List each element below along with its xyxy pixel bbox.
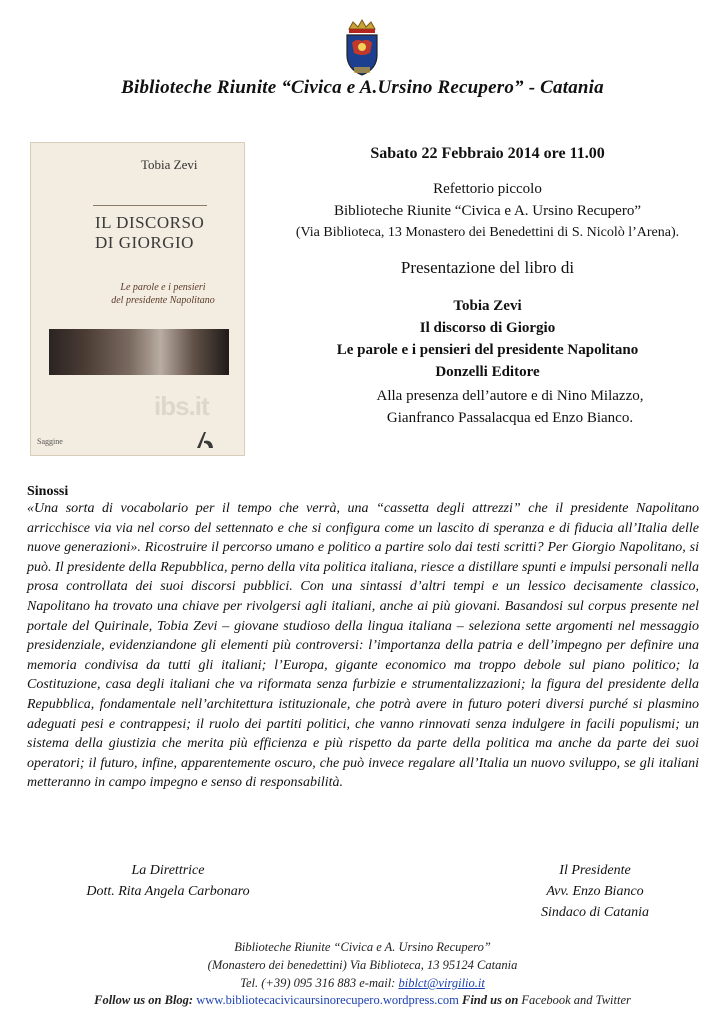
president-name: Avv. Enzo Bianco — [546, 884, 644, 899]
book-cover-rule — [93, 205, 207, 206]
footer-address: (Monastero dei benedettini) Via Biblioteca, 13 95124 Catania — [207, 958, 518, 972]
event-date: Sabato 22 Febbraio 2014 ore 11.00 — [370, 145, 605, 162]
event-author: Tobia Zevi — [453, 298, 522, 314]
event-presentation: Presentazione del libro di — [400, 258, 575, 277]
book-cover-title-line1: IL DISCORSO — [95, 213, 205, 232]
footer-email-link[interactable]: biblct@virgilio.it — [398, 976, 485, 990]
event-guests-line1: Alla presenza dell’autore e di Nino Milazzo, — [376, 388, 644, 404]
social-networks: Facebook and Twitter — [521, 993, 631, 1007]
president-title: Sindaco di Catania — [540, 905, 650, 920]
book-cover-title-line2: DI GIORGIO — [95, 233, 194, 252]
footer-contacts — [0, 976, 725, 991]
blog-label: Follow us on Blog: — [94, 993, 194, 1007]
event-library: Biblioteche Riunite “Civica e A. Ursino Recupero” — [333, 203, 641, 219]
footer-email-label: e-mail: — [359, 976, 396, 990]
event-guests-line2: Gianfranco Passalacqua ed Enzo Bianco. — [386, 410, 634, 426]
book-cover-series: Saggine — [37, 437, 63, 446]
publisher-logo-icon — [194, 429, 216, 451]
footer-social — [0, 993, 725, 1008]
director-name: Dott. Rita Angela Carbonaro — [86, 884, 250, 899]
footer-library: Biblioteche Riunite “Civica e A. Ursino Recupero” — [234, 940, 491, 954]
president-role: Il Presidente — [559, 863, 631, 878]
event-book-subtitle: Le parole e i pensieri del presidente Napolitano — [336, 342, 639, 358]
watermark-label: ibs.it — [154, 391, 209, 421]
book-cover-subtitle-line1: Le parole e i pensieri — [120, 282, 206, 293]
blog-link[interactable]: www.bibliotecacivicaursinorecupero.wordpress.com — [196, 993, 459, 1007]
book-cover — [30, 142, 245, 456]
event-room: Refettorio piccolo — [433, 181, 542, 197]
library-title: Biblioteche Riunite “Civica e A.Ursino Recupero” - Catania — [121, 77, 604, 98]
director-role: La Direttrice — [131, 863, 205, 878]
synopsis-heading: Sinossi — [27, 484, 69, 499]
synopsis-text: «Una sorta di vocabolario per il tempo che verrà, una “cassetta degli attrezzi” che il presidente Napolitano arricchisce via via nel corso del settennato e che si configura come un lascito di speranza e di fiducia all’Italia delle nuove generazioni». Ricostruire il percorso umano e politico a partire solo dai testi scritti? Per Giorgio Napolitano, si può. Il presidente della Repubblica, perno della vita politica italiana, riesce a distillare spunti e impulsi personali nella prosa controllata dei suoi discorsi pubblici. Con una sintassi d’altri tempi e un lessico decisamente classico, Napolitano ha trovato una chiave per rivolgersi agli italiani, anche ai più giovani. Basandosi sul corpus presente nel portale del Quirinale, Tobia Zevi – giovane studioso della lingua italiana – seleziona sette argomenti nel messaggio presidenziale, evidenziandone gli elementi più controversi: l’importanza della patria e dell’impegno per definire una memoria condivisa da tutti gli italiani; l’Europa, gigante economico ma troppo debole sul piano politico; la Costituzione, casa degli italiani che va riformata senza furbizie e strumentalizzazioni; la figura del presidente della Repubblica, fondamentale nell’architettura istituzionale, che potrà avere in futuro poteri diversi purché si plasmino adeguati pesi e contrappesi; il ruolo dei partiti politici, che vanno rinnovati senza indulgere in facili populismi; un sistema della giustizia che merita più efficienza e più rispetto da parte della politica ma anche da parte dei suoi operatori; il futuro, infine, apparentemente oscuro, che può invece regalare all’Italia un nuovo sviluppo, se gli italiani metteranno in campo impegno e senso di responsabilità. — [27, 501, 699, 791]
city-crest-icon — [341, 19, 383, 79]
event-publisher: Donzelli Editore — [435, 364, 540, 380]
book-cover-subtitle — [93, 281, 233, 307]
event-address: (Via Biblioteca, 13 Monastero dei Benedettini di S. Nicolò l’Arena). — [295, 225, 680, 240]
book-cover-subtitle-line2: del presidente Napolitano — [111, 295, 215, 306]
book-cover-author: Tobia Zevi — [141, 157, 198, 172]
book-cover-title — [95, 213, 225, 253]
signature-director — [68, 860, 268, 902]
signature-president — [510, 860, 680, 923]
footer-phone: Tel. (+39) 095 316 883 — [240, 976, 357, 990]
event-book-title: Il discorso di Giorgio — [419, 320, 556, 336]
find-us-label: Find us on — [462, 993, 519, 1007]
book-cover-photo — [49, 329, 229, 375]
